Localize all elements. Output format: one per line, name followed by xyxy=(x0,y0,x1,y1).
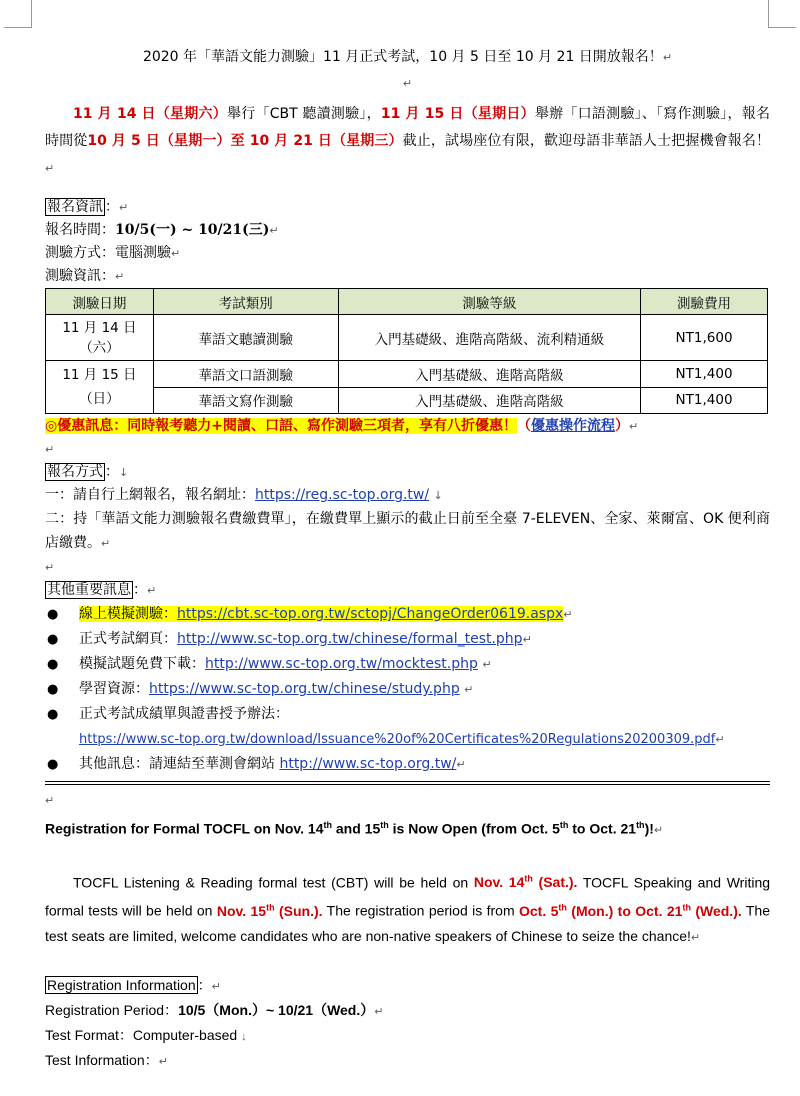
formal-test-link[interactable]: http://www.sc-top.org.tw/chinese/formal_test.php xyxy=(177,631,523,647)
list-item: ● 模擬試題免費下載：http://www.sc-top.org.tw/mocktest.php ↵ xyxy=(45,652,770,677)
table-header: 測驗日期 xyxy=(46,289,154,315)
intro-paragraph: 11 月 14 日（星期六）舉行「CBT 聽讀測驗」，11 月 15 日（星期日）舉辦「口語測驗」、「寫作測驗」，報名時間從10 月 5 日（星期一）至 10 月 21 日（星期三）截止，試場座位有限，歡迎母語非華語人士把握機會報名！↵ xyxy=(45,106,771,175)
crop-mark-top-left xyxy=(4,0,32,28)
crop-mark-top-right xyxy=(768,0,796,28)
promo-procedure-link[interactable]: 優惠操作流程 xyxy=(530,418,615,434)
table-header: 測驗費用 xyxy=(641,289,768,315)
test-format: 測驗方式：電腦測驗↵ xyxy=(45,245,181,261)
english-test-format: Test Format：Computer-based ↓ xyxy=(45,1026,247,1043)
study-resources-link[interactable]: https://www.sc-top.org.tw/chinese/study.php xyxy=(149,681,460,697)
doc-title: 2020 年「華語文能力測驗」11 月正式考試，10 月 5 日至 10 月 21 日開放報名！↵ xyxy=(142,49,673,65)
list-item: ● 其他訊息：請連結至華測會網站 http://www.sc-top.org.tw/↵ xyxy=(45,752,770,777)
mocktest-download-link[interactable]: http://www.sc-top.org.tw/mocktest.php xyxy=(205,656,478,672)
table-header: 測驗等級 xyxy=(338,289,641,315)
promo-line: ◎優惠訊息：同時報考聽力+閱讀、口語、寫作測驗三項者，享有八折優惠！（優惠操作流程）↵ xyxy=(45,418,639,434)
mock-test-link[interactable]: https://cbt.sc-top.org.tw/sctopj/ChangeOrder0619.aspx xyxy=(177,606,564,622)
table-row: 11 月 15 日（日） 華語文口語測驗 入門基礎級、進階高階級 NT1,400 xyxy=(46,361,768,388)
table-row: 華語文寫作測驗 入門基礎級、進階高階級 NT1,400 xyxy=(46,387,768,414)
list-item: ● 正式考試成績單與證書授予辦法： https://www.sc-top.org.tw/download/Issuance%20of%20Certificates%20Regulations20200309.pdf↵ xyxy=(45,702,770,752)
reg-step-2: 二：持「華語文能力測驗報名費繳費單」，在繳費單上顯示的截止日前至全臺 7-ELEVEN、全家、萊爾富、OK 便利商店繳費。↵ xyxy=(45,511,770,551)
other-info-list xyxy=(45,602,770,777)
certificates-link[interactable]: https://www.sc-top.org.tw/download/Issuance%20of%20Certificates%20Regulations20200309.pdf xyxy=(79,732,716,747)
english-reg-info-heading: Registration Information ：↵ xyxy=(47,976,221,993)
list-item: ● 線上模擬測驗：https://cbt.sc-top.org.tw/sctopj/ChangeOrder0619.aspx↵ xyxy=(45,602,770,627)
english-paragraph: TOCFL Listening & Reading formal test (CBT) will be held on Nov. 14th (Sat.). TOCFL Speaking and Writing formal tests will be held on Nov. 15th (Sun.). The registration period is from Oct. 5th (Mon.) to Oct. 21th (Wed.). The test seats are limited, welcome candidates who are non-native speakers of Chinese to seize the chance!↵ xyxy=(45,873,771,944)
reg-method-heading: 報名方式 ：↓ xyxy=(47,464,129,480)
reg-info-heading: 報名資訊 ：↵ xyxy=(47,199,129,215)
document-page: 2020 年「華語文能力測驗」11 月正式考試，10 月 5 日至 10 月 21 日開放報名！↵ ↵ 11 月 14 日（星期六）舉行「CBT 聽讀測驗」，11 月 15 日（星期日）舉辦「口語測驗」、「寫作測驗」，報名時間從10 月 5 日（星期一）至 10 月 21 日（星期三）截止，試場座位有限，歡迎母語非華語人士把握機會報名！↵ 報名資訊 ：↵ 報名時間：10/5(一) ~ 10/21(三)↵ 測驗方式：電腦測驗↵ 測驗資訊：↵ 測驗日期 考試類別 測驗等級 測驗費用 11 月 14 日（六） 華語文聽讀測驗 入門基礎級、進階高階級、流利精通級 NT1,600 11 月 15 日（日） 華語文口語測驗 入門基礎級、進階高階級 NT1,400 華語文寫作測驗 入門基礎級、進階高階級 NT1,400 ◎優惠訊息：同時報考聽力+閱讀、口語、寫作測驗三項者，享有八折優惠！（優惠操作流程）↵ ↵ 報名方式 ：↓ 一：請自行上網報名，報名網址：https://reg.sc-top.org.tw/ ↓ 二：持「華語文能力測驗報名費繳費單」，在繳費單上顯示的截止日前至全臺 7-ELEVEN、全家、萊爾富、OK 便利商店繳費。↵ ↵ 其他重要訊息 ：↵ ● 線上模擬測驗：https://cbt.sc-top.org.tw/sctopj/ChangeOrder0619.aspx↵ ● 正式考試網頁：http://www.sc-top.org.tw/chinese/formal_test.php↵ ● 模擬試題免費下載：http://www.sc-top.org.tw/mocktest.php ↵ ● 學習資源：https://www.sc-top.org.tw/chinese/study.php ↵ ● 正式考試成績單與證書授予辦法： https://www.sc-top.org.tw/download/Issuance%20of%20Certificates%20Regulations20200309.pdf↵ ● 其他訊息：請連結至華測會網站 http://www.sc-top.org.tw/↵ ↵ Registration for Formal TOCFL on Nov. 14th and 15th is Now Open (from Oct. 5th to Oct. 21th)!↵ TOCFL Listening & Reading formal test (CBT) will be held on Nov. 14th (Sat.). TOCFL Speaking and Writing formal tests will be held on Nov. 15th (Sun.). The registration period is from Oct. 5th (Mon.) to Oct. 21th (Wed.). The test seats are limited, welcome candidates who are non-native speakers of Chinese to seize the chance!↵ Registration Information ：↵ Registration Period：10/5（Mon.）~ 10/21（Wed.）↵ Test Format：Computer-based ↓ Test Information：↵ xyxy=(45,44,770,1074)
english-test-info: Test Information：↵ xyxy=(45,1051,168,1068)
english-reg-period: Registration Period：10/5（Mon.）~ 10/21（Wed.）↵ xyxy=(45,1001,384,1018)
english-section xyxy=(45,812,770,1074)
reg-step-1: 一：請自行上網報名，報名網址：https://reg.sc-top.org.tw/ ↓ xyxy=(45,487,443,503)
test-info-label: 測驗資訊：↵ xyxy=(45,268,125,284)
reg-period: 報名時間：10/5(一) ~ 10/21(三)↵ xyxy=(45,222,279,238)
table-header: 考試類別 xyxy=(153,289,338,315)
registration-link[interactable]: https://reg.sc-top.org.tw/ xyxy=(255,487,430,503)
other-info-heading: 其他重要訊息 ：↵ xyxy=(47,582,157,598)
english-title: Registration for Formal TOCFL on Nov. 14th and 15th is Now Open (from Oct. 5th to Oct. 21th)!↵ xyxy=(45,820,664,837)
list-item: ● 學習資源：https://www.sc-top.org.tw/chinese/study.php ↵ xyxy=(45,677,770,702)
test-info-table xyxy=(45,288,768,414)
sctop-website-link[interactable]: http://www.sc-top.org.tw/ xyxy=(279,756,457,772)
section-divider xyxy=(45,781,770,785)
list-item: ● 正式考試網頁：http://www.sc-top.org.tw/chinese/formal_test.php↵ xyxy=(45,627,770,652)
table-row: 11 月 14 日（六） 華語文聽讀測驗 入門基礎級、進階高階級、流利精通級 NT1,600 xyxy=(46,315,768,361)
